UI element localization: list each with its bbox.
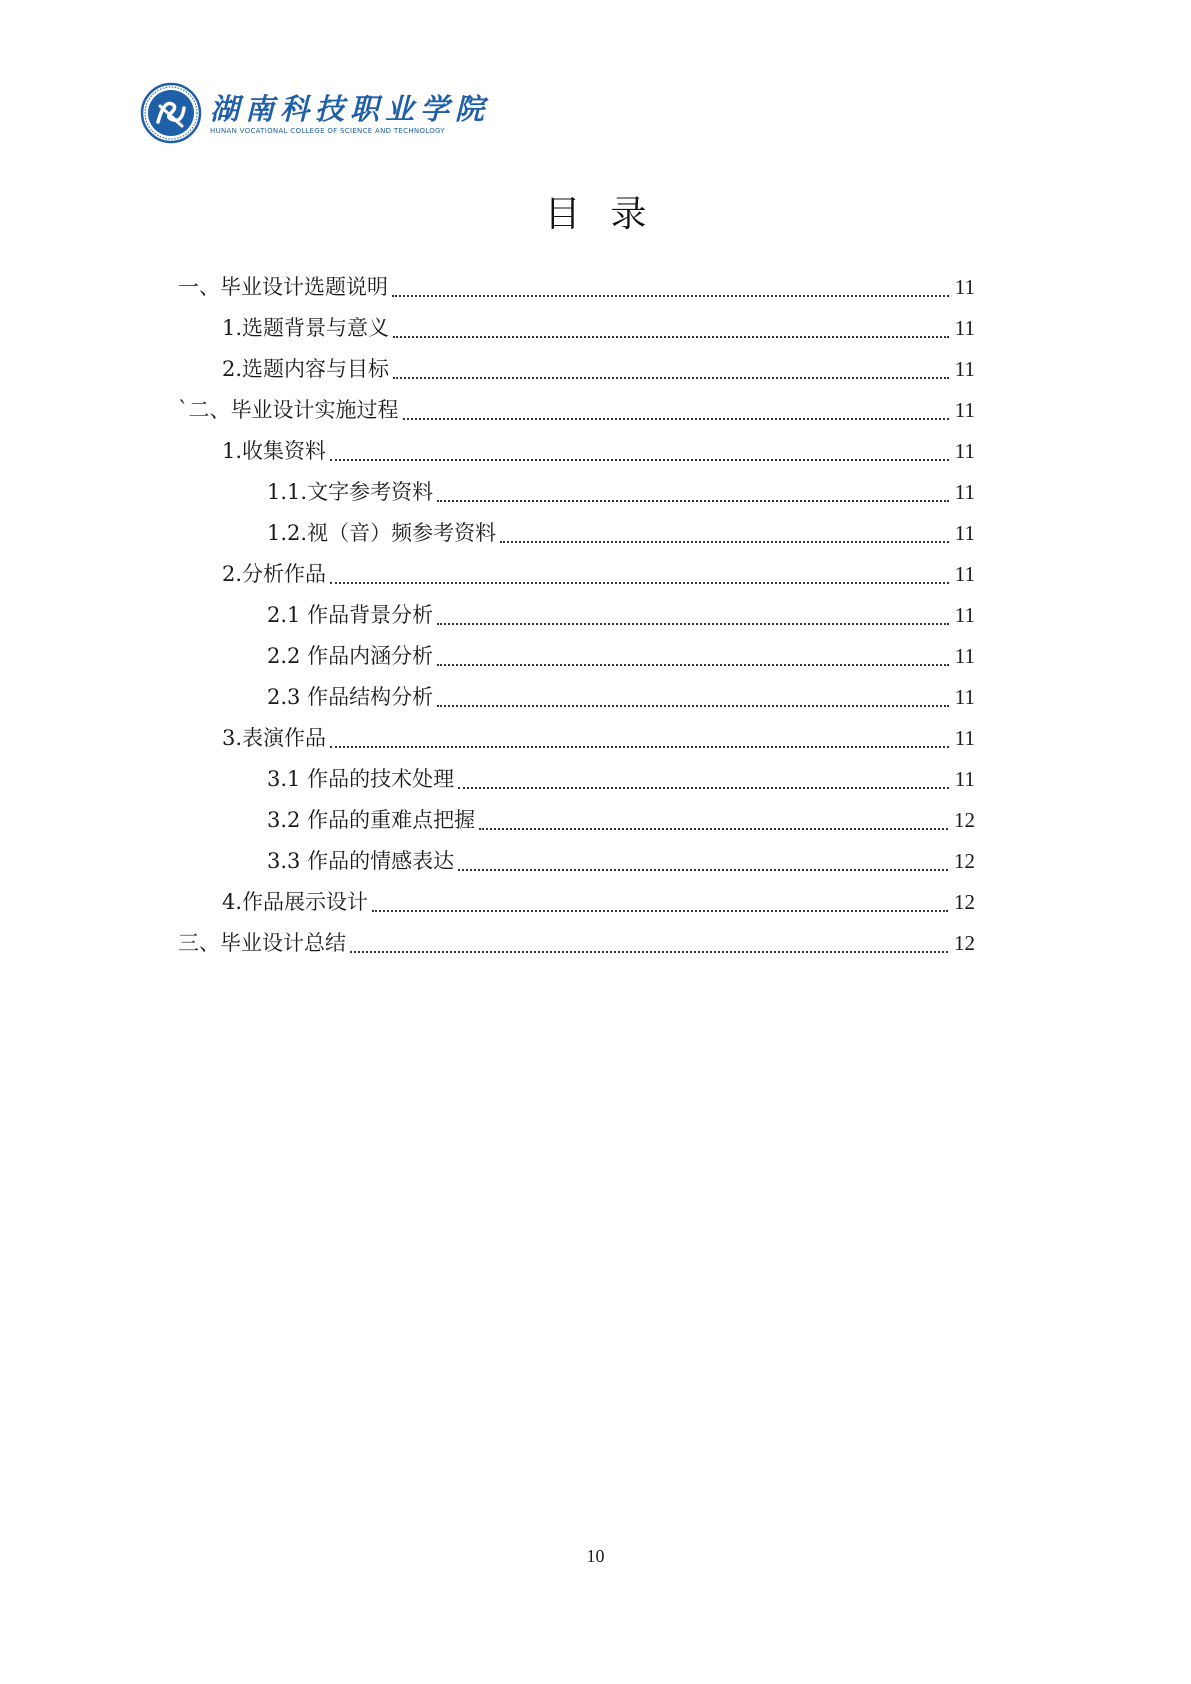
toc-entry-label: 1.收集资料 bbox=[222, 439, 327, 463]
toc-leader-dots bbox=[437, 705, 949, 707]
toc-leader-dots bbox=[437, 623, 949, 625]
toc-entry-page: 12 bbox=[954, 849, 975, 873]
toc-entry-label: 2.3 作品结构分析 bbox=[267, 685, 434, 709]
toc-entry[interactable] bbox=[267, 600, 975, 630]
toc-entry[interactable] bbox=[267, 846, 975, 876]
toc-entry-page: 11 bbox=[954, 521, 975, 545]
toc-leader-dots bbox=[393, 377, 949, 379]
toc-entry-page: 12 bbox=[954, 890, 975, 914]
toc-entry-page: 11 bbox=[954, 480, 975, 504]
toc-entry-page: 12 bbox=[954, 808, 975, 832]
toc-leader-dots bbox=[392, 295, 949, 297]
toc-entry[interactable] bbox=[222, 559, 975, 589]
toc-entry[interactable] bbox=[222, 313, 975, 343]
toc-entry-page: 11 bbox=[954, 685, 975, 709]
toc-entry-label: 2.选题内容与目标 bbox=[222, 357, 390, 381]
toc-entry-label: 1.选题背景与意义 bbox=[222, 316, 390, 340]
toc-entry[interactable] bbox=[267, 764, 975, 794]
toc-entry-label: `二、毕业设计实施过程 bbox=[178, 398, 399, 422]
toc-entry-label: 1.1.文字参考资料 bbox=[267, 480, 434, 504]
toc-entry[interactable] bbox=[222, 887, 975, 917]
college-header bbox=[140, 78, 490, 148]
toc-leader-dots bbox=[393, 336, 949, 338]
toc-entry-label: 4.作品展示设计 bbox=[222, 890, 369, 914]
toc-entry[interactable] bbox=[222, 436, 975, 466]
toc-entry-label: 一、毕业设计选题说明 bbox=[178, 275, 388, 299]
toc-leader-dots bbox=[403, 418, 949, 420]
toc-leader-dots bbox=[500, 541, 949, 543]
toc-entry[interactable] bbox=[267, 682, 975, 712]
toc-title: 目录 bbox=[544, 194, 677, 235]
toc-entry[interactable] bbox=[222, 354, 975, 384]
toc-leader-dots bbox=[372, 910, 948, 912]
toc-entry-page: 11 bbox=[954, 767, 975, 791]
toc-leader-dots bbox=[330, 582, 949, 584]
college-seal-logo bbox=[140, 82, 202, 144]
toc-leader-dots bbox=[458, 869, 948, 871]
toc-entry-page: 11 bbox=[954, 562, 975, 586]
toc-entry[interactable] bbox=[178, 928, 975, 958]
toc-entry[interactable] bbox=[267, 641, 975, 671]
toc-entry-label: 1.2.视（音）频参考资料 bbox=[267, 521, 497, 545]
toc-leader-dots bbox=[479, 828, 948, 830]
toc-entry-label: 三、毕业设计总结 bbox=[178, 931, 346, 955]
toc-entry[interactable] bbox=[267, 805, 975, 835]
toc-entry-label: 3.3 作品的情感表达 bbox=[267, 849, 455, 873]
college-name-cn: 湖南科技职业学院 bbox=[210, 91, 491, 126]
toc-entry-page: 12 bbox=[954, 931, 975, 955]
toc-entry-label: 3.表演作品 bbox=[222, 726, 327, 750]
toc-entry-label: 3.2 作品的重难点把握 bbox=[267, 808, 476, 832]
toc-entry[interactable] bbox=[267, 477, 975, 507]
toc-entry[interactable] bbox=[178, 272, 975, 302]
toc-leader-dots bbox=[330, 746, 949, 748]
page-number: 10 bbox=[586, 1546, 605, 1566]
toc-entry[interactable] bbox=[267, 518, 975, 548]
toc-leader-dots bbox=[350, 951, 948, 953]
toc-leader-dots bbox=[458, 787, 949, 789]
toc-leader-dots bbox=[437, 500, 949, 502]
toc-entry-page: 11 bbox=[954, 726, 975, 750]
toc-entry-page: 11 bbox=[954, 275, 975, 299]
toc-entry-label: 2.2 作品内涵分析 bbox=[267, 644, 434, 668]
toc-leader-dots bbox=[330, 459, 949, 461]
toc-entry[interactable] bbox=[178, 395, 975, 425]
toc-entry-label: 2.1 作品背景分析 bbox=[267, 603, 434, 627]
toc-entry-page: 11 bbox=[954, 316, 975, 340]
toc-entry[interactable] bbox=[222, 723, 975, 753]
toc-entry-label: 3.1 作品的技术处理 bbox=[267, 767, 455, 791]
toc-entry-page: 11 bbox=[954, 603, 975, 627]
toc-entry-page: 11 bbox=[954, 439, 975, 463]
toc-entry-label: 2.分析作品 bbox=[222, 562, 327, 586]
toc-entry-page: 11 bbox=[954, 357, 975, 381]
toc-entry-page: 11 bbox=[954, 398, 975, 422]
toc-entry-page: 11 bbox=[954, 644, 975, 668]
toc-leader-dots bbox=[437, 664, 949, 666]
college-name-en: HUNAN VOCATIONAL COLLEGE OF SCIENCE AND TECHNOLOGY bbox=[210, 126, 445, 135]
